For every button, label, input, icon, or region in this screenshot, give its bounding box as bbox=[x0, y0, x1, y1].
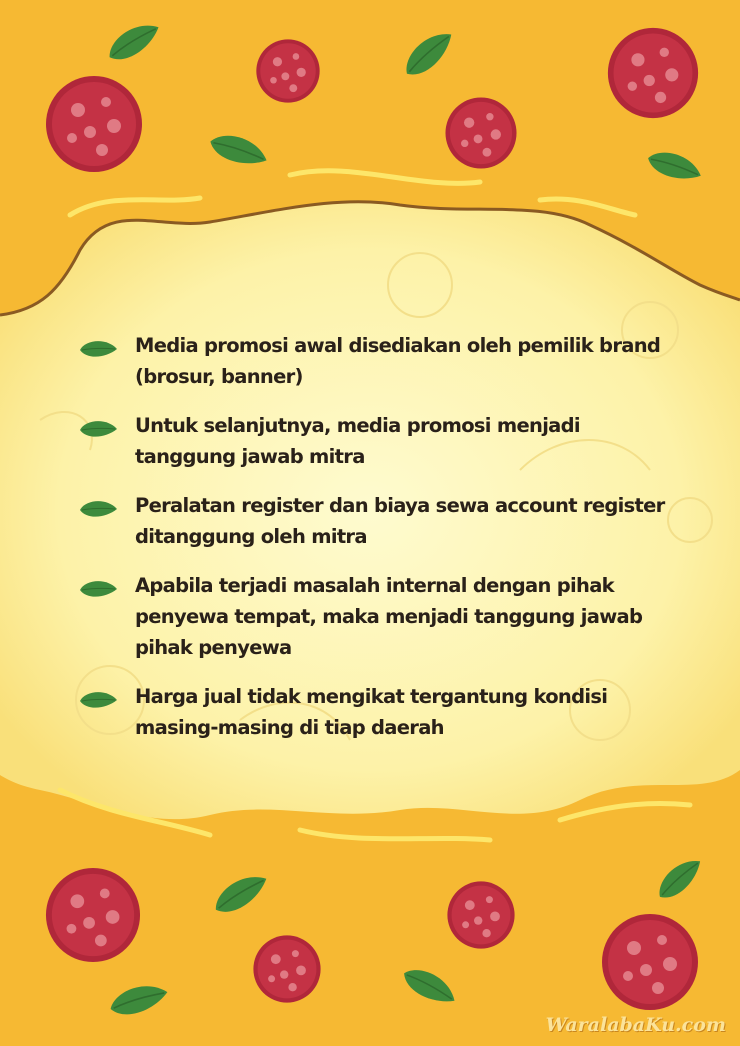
terms-list bbox=[78, 330, 678, 761]
pepperoni-icon bbox=[445, 97, 516, 168]
basil-leaf-icon bbox=[207, 128, 271, 172]
basil-leaf-icon bbox=[107, 980, 171, 1019]
watermark-logo: WaralabaKu.com bbox=[545, 1014, 726, 1036]
list-item bbox=[78, 490, 678, 552]
pepperoni-icon bbox=[447, 881, 514, 948]
list-item-text: Apabila terjadi masalah internal dengan pihak penyewa tempat, maka menjadi tanggung jawab pihak penyewa bbox=[135, 574, 643, 659]
basil-leaf-icon bbox=[78, 338, 118, 360]
pepperoni-icon bbox=[46, 868, 140, 962]
basil-leaf-icon bbox=[78, 418, 118, 440]
basil-leaf-icon bbox=[103, 17, 165, 66]
basil-leaf-icon bbox=[398, 25, 459, 82]
basil-leaf-icon bbox=[78, 689, 118, 711]
list-item bbox=[78, 330, 678, 392]
list-item bbox=[78, 570, 678, 663]
pepperoni-icon bbox=[253, 935, 320, 1002]
pepperoni-icon bbox=[608, 28, 698, 118]
list-item-text: Harga jual tidak mengikat tergantung kondisi masing-masing di tiap daerah bbox=[135, 685, 608, 739]
basil-leaf-icon bbox=[645, 146, 705, 187]
basil-leaf-icon bbox=[399, 962, 461, 1011]
list-item-text: Untuk selanjutnya, media promosi menjadi tanggung jawab mitra bbox=[135, 414, 580, 468]
basil-leaf-icon bbox=[78, 498, 118, 520]
basil-leaf-icon bbox=[78, 578, 118, 600]
pepperoni-icon bbox=[256, 39, 319, 102]
list-item bbox=[78, 681, 678, 743]
list-item bbox=[78, 410, 678, 472]
basil-leaf-icon bbox=[209, 868, 273, 919]
list-item-text: Peralatan register dan biaya sewa account register ditanggung oleh mitra bbox=[135, 494, 665, 548]
basil-leaf-icon bbox=[652, 853, 708, 905]
pepperoni-icon bbox=[602, 914, 698, 1010]
list-item-text: Media promosi awal disediakan oleh pemilik brand (brosur, banner) bbox=[135, 334, 661, 388]
pepperoni-icon bbox=[46, 76, 142, 172]
